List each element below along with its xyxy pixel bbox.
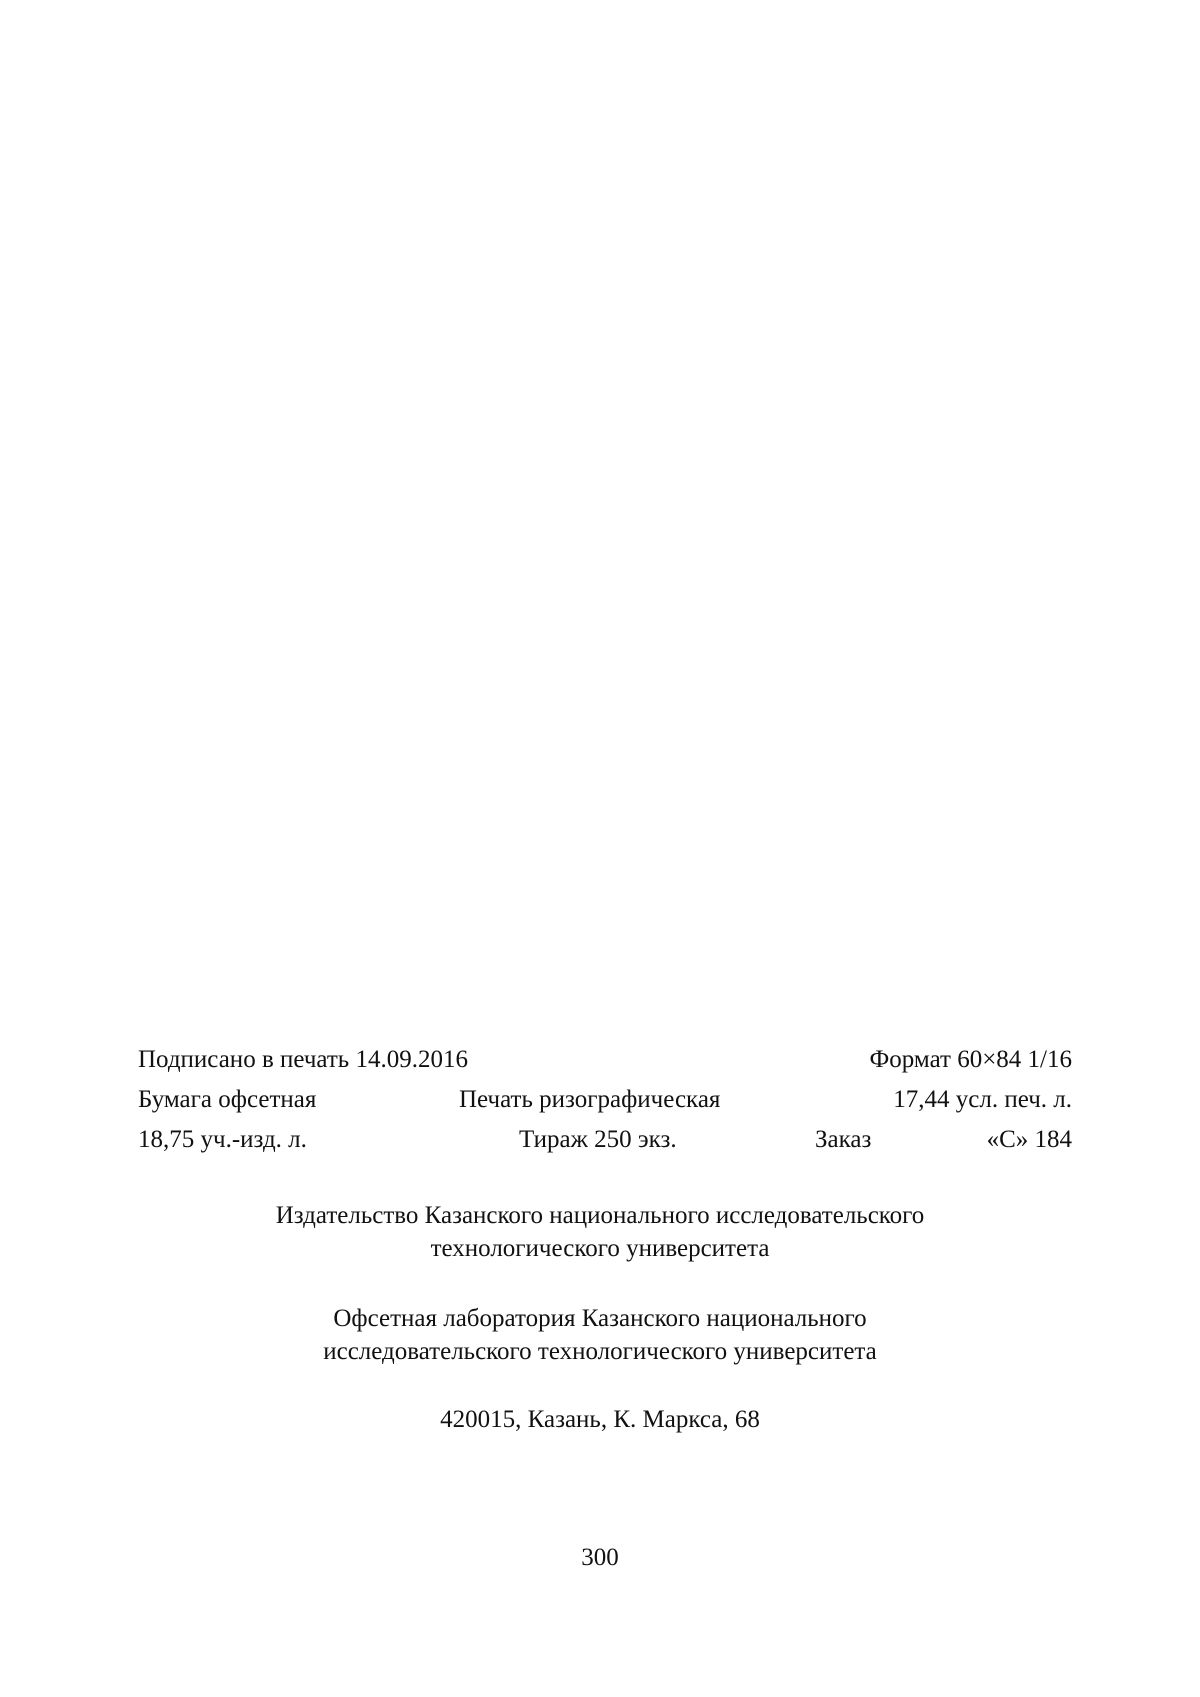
print-type: Печать ризографическая bbox=[459, 1086, 721, 1113]
imprint-row-paper bbox=[138, 1084, 1072, 1124]
paper-type: Бумага офсетная bbox=[138, 1086, 317, 1113]
page-number: 300 bbox=[581, 1544, 619, 1571]
lab-line-2: исследовательского технологического университета bbox=[323, 1338, 877, 1365]
publisher-line-2: технологического университета bbox=[430, 1235, 770, 1262]
imprint-row-signed bbox=[138, 1044, 1072, 1084]
imprint-block bbox=[138, 1044, 1072, 1164]
address-line: 420015, Казань, К. Маркса, 68 bbox=[440, 1406, 760, 1433]
lab-line-1: Офсетная лаборатория Казанского национального bbox=[333, 1305, 867, 1332]
print-run: Тираж 250 экз. bbox=[519, 1126, 677, 1153]
printed-sheets: 17,44 усл. печ. л. bbox=[893, 1086, 1072, 1113]
page-format: Формат 60×84 1/16 bbox=[869, 1046, 1072, 1073]
order-label: Заказ bbox=[815, 1126, 872, 1153]
printing-lab bbox=[0, 1303, 1200, 1369]
signed-date: Подписано в печать 14.09.2016 bbox=[138, 1046, 468, 1073]
edit-sheets: 18,75 уч.-изд. л. bbox=[138, 1126, 307, 1153]
publisher-name bbox=[0, 1200, 1200, 1266]
imprint-row-run bbox=[138, 1124, 1072, 1164]
publisher-line-1: Издательство Казанского национального исследовательского bbox=[275, 1202, 925, 1229]
address bbox=[0, 1404, 1200, 1437]
order-value: «С» 184 bbox=[986, 1126, 1072, 1153]
